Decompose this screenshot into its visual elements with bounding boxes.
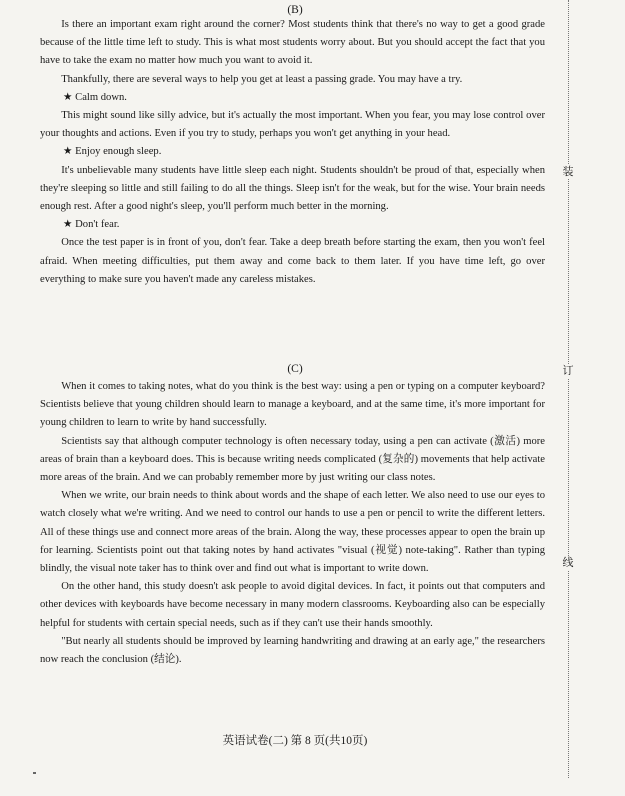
paragraph: When we write, our brain needs to think about words and the shape of each letter. We also need to use our eyes to watch closely what we're writing. And we need to control our hands to use a pen or pencil to write the different letters. All of these things use and connect more areas of the brain. Along the way, these processes appear to open the brain up for learning. Scientists point out that taking notes by hand activates "visual (视觉) note-taking". Rather than typing blindly, the visual note taker has to think over and find out what is important to write down. [40,490,545,575]
binding-label-ding: 订 [560,364,576,378]
page-footer: 英语试卷(二) 第 8 页(共10页) [222,735,368,747]
section-b-heading: (B) [287,4,303,16]
paragraph: When it comes to taking notes, what do you think is the best way: using a pen or typing on a computer keyboard? Scientists believe that young children should learn to manage a keyboard, and at the same time, it's more important for young children to learn to write by hand successfully. [40,381,545,429]
paragraph: On the other hand, this study doesn't ask people to avoid digital devices. In fact, it points out that computers and other devices with keyboards have become necessary in many modern classrooms. Keyboarding also can be especially helpful for students with certain special needs, such as if they can't use their hands smoothly. [40,581,545,629]
paragraph: Is there an important exam right around the corner? Most students think that there's no way to get a good grade because of the little time left to study. This is what most students worry about. But you should accept the fact that you have to take the exam no matter how much you want to avoid it. [40,19,545,67]
paragraph: Scientists say that although computer technology is often necessary today, using a pen can activate (激活) more areas of brain than a keyboard does. This is because writing needs complicated (复杂的) movements that help activate more areas of the brain. And we can probably remember more by just writing our class notes. [40,435,545,484]
section-c-body [40,378,545,669]
paragraph: "But nearly all students should be improved by learning handwriting and drawing at an early age," the researchers now reach the conclusion (结论). [40,635,545,666]
paragraph: Thankfully, there are several ways to help you get at least a passing grade. You may have a try. [61,73,463,85]
section-b-body [40,16,545,289]
paragraph: Once the test paper is in front of you, don't fear. Take a deep breath before starting the exam, then you won't feel afraid. When meeting difficulties, put them away and come back to them later. If you have time left, go over everything to make sure you haven't made any careless mistakes. [40,237,545,285]
binding-dotted-line [568,0,569,778]
tip-heading: ★ Calm down. [63,91,127,103]
scan-speck [33,772,36,774]
binding-label-zhuang: 装 [560,165,576,179]
tip-heading: ★ Enjoy enough sleep. [63,146,162,158]
tip-heading: ★ Don't fear. [63,219,120,231]
binding-label-xian: 线 [560,556,576,570]
paragraph: This might sound like silly advice, but it's actually the most important. When you fear, you may lose control over your thoughts and actions. Even if you try to study, perhaps you won't get anything in your head. [40,110,545,140]
paragraph: It's unbelievable many students have little sleep each night. Students shouldn't be proud of that, especially when they're sleeping so little and still failing to do all the things. Sleep isn't for the weak, but for the wise. Your brain needs enough rest. After a good night's sleep, you'll perform much better in the morning. [40,164,545,213]
section-c-heading: (C) [287,363,303,375]
